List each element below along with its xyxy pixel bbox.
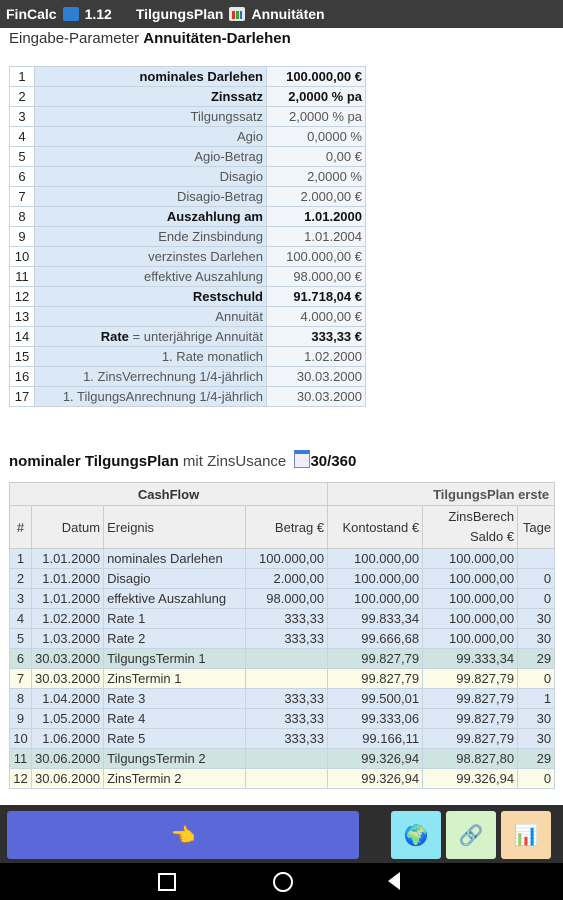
param-label: Zinssatz — [35, 87, 267, 107]
row-kontostand: 99.166,11 — [328, 729, 423, 749]
param-label: Agio — [35, 127, 267, 147]
app-version: 1.12 — [84, 6, 112, 22]
param-row[interactable] — [10, 267, 366, 287]
row-kontostand: 100.000,00 — [328, 569, 423, 589]
row-kontostand: 99.666,68 — [328, 629, 423, 649]
param-row[interactable] — [10, 327, 366, 347]
col-kontostand[interactable]: Kontostand € — [328, 506, 423, 549]
row-kontostand: 99.827,79 — [328, 649, 423, 669]
row-ereignis: effektive Auszahlung — [104, 589, 246, 609]
param-value: 30.03.2000 — [267, 387, 366, 407]
param-value: 2,0000 % pa — [267, 87, 366, 107]
row-saldo: 100.000,00 — [423, 569, 518, 589]
tilgungsplan-table — [9, 482, 555, 789]
row-ereignis: Rate 4 — [104, 709, 246, 729]
row-ereignis: Rate 1 — [104, 609, 246, 629]
param-row[interactable] — [10, 107, 366, 127]
row-saldo: 100.000,00 — [423, 549, 518, 569]
pointing-hand-icon: 👈 — [170, 824, 196, 847]
row-ereignis: ZinsTermin 1 — [104, 669, 246, 689]
group-cashflow: CashFlow — [10, 483, 328, 506]
row-datum: 30.03.2000 — [32, 669, 104, 689]
param-index: 10 — [10, 247, 35, 267]
back-button[interactable] — [388, 872, 400, 890]
page-subtitle — [9, 30, 291, 47]
row-datum: 1.05.2000 — [32, 709, 104, 729]
param-value: 333,33 € — [267, 327, 366, 347]
table-row[interactable] — [10, 689, 555, 709]
row-ereignis: TilgungsTermin 1 — [104, 649, 246, 669]
row-datum: 1.01.2000 — [32, 589, 104, 609]
col-tage[interactable]: Tage — [518, 506, 555, 549]
row-index: 6 — [10, 649, 32, 669]
globe-icon: 🌍 — [403, 824, 429, 847]
param-value: 0,00 € — [267, 147, 366, 167]
row-index: 7 — [10, 669, 32, 689]
chart-icon — [229, 7, 245, 21]
plan-heading-text: mit ZinsUsance — [178, 453, 291, 470]
row-ereignis: TilgungsTermin 2 — [104, 749, 246, 769]
plan-label: TilgungsPlan — [135, 6, 224, 22]
subtitle-prefix: Eingabe-Parameter — [9, 30, 140, 47]
table-row[interactable] — [10, 549, 555, 569]
param-index: 13 — [10, 307, 35, 327]
plan-heading — [9, 450, 356, 470]
bottom-action-bar — [0, 805, 563, 863]
param-label — [35, 327, 267, 347]
param-row[interactable] — [10, 167, 366, 187]
col-zinsberech-line2: Saldo € — [469, 529, 515, 544]
plan-heading-bold: nominaler TilgungsPlan — [9, 453, 179, 470]
row-betrag — [246, 749, 328, 769]
row-kontostand: 99.326,94 — [328, 769, 423, 789]
row-ereignis: nominales Darlehen — [104, 549, 246, 569]
param-value: 2,0000 % — [267, 167, 366, 187]
row-betrag: 98.000,00 — [246, 589, 328, 609]
param-index: 7 — [10, 187, 35, 207]
row-datum: 1.03.2000 — [32, 629, 104, 649]
col-zinsberech-line1: ZinsBerech — [448, 509, 515, 524]
row-saldo: 98.827,80 — [423, 749, 518, 769]
app-name: FinCalc — [6, 6, 57, 22]
col-number[interactable]: # — [10, 506, 32, 549]
param-label: 1. TilgungsAnrechnung 1/4-jährlich — [35, 387, 267, 407]
row-saldo: 99.827,79 — [423, 709, 518, 729]
param-value: 2.000,00 € — [267, 187, 366, 207]
param-index: 15 — [10, 347, 35, 367]
row-betrag: 333,33 — [246, 689, 328, 709]
param-value: 100.000,00 € — [267, 67, 366, 87]
link-icon: 🔗 — [458, 824, 484, 847]
param-index: 1 — [10, 67, 35, 87]
table-row[interactable] — [10, 729, 555, 749]
row-saldo: 99.333,34 — [423, 649, 518, 669]
param-row[interactable] — [10, 287, 366, 307]
subtitle-bold: Annuitäten-Darlehen — [143, 30, 291, 47]
row-tage — [518, 549, 555, 569]
row-tage: 0 — [518, 589, 555, 609]
link-button[interactable] — [446, 811, 496, 859]
group-tilgungsplan: TilgungsPlan erste — [328, 483, 555, 506]
row-saldo: 100.000,00 — [423, 589, 518, 609]
param-label: Tilgungssatz — [35, 107, 267, 127]
row-datum: 30.06.2000 — [32, 749, 104, 769]
table-row[interactable] — [10, 569, 555, 589]
mode-label: Annuitäten — [251, 6, 325, 22]
param-label: Disagio-Betrag — [35, 187, 267, 207]
param-value: 1.02.2000 — [267, 347, 366, 367]
param-row[interactable] — [10, 67, 366, 87]
param-index: 9 — [10, 227, 35, 247]
row-index: 5 — [10, 629, 32, 649]
row-tage: 1 — [518, 689, 555, 709]
row-datum: 1.01.2000 — [32, 549, 104, 569]
param-row[interactable] — [10, 87, 366, 107]
col-zinsberech-saldo[interactable] — [423, 506, 518, 549]
row-saldo: 100.000,00 — [423, 629, 518, 649]
recents-button[interactable] — [158, 873, 176, 891]
calendar-icon — [294, 450, 310, 468]
param-index: 8 — [10, 207, 35, 227]
param-label: verzinstes Darlehen — [35, 247, 267, 267]
param-label: Agio-Betrag — [35, 147, 267, 167]
row-tage: 30 — [518, 629, 555, 649]
row-tage: 0 — [518, 769, 555, 789]
param-index: 11 — [10, 267, 35, 287]
table-row[interactable] — [10, 749, 555, 769]
row-datum: 30.06.2000 — [32, 769, 104, 789]
parameter-table — [9, 66, 366, 407]
param-index: 5 — [10, 147, 35, 167]
globe-button[interactable] — [391, 811, 441, 859]
row-saldo: 99.827,79 — [423, 729, 518, 749]
param-index: 12 — [10, 287, 35, 307]
back-pointer-button[interactable] — [7, 811, 359, 859]
param-value: 100.000,00 € — [267, 247, 366, 267]
row-ereignis: Disagio — [104, 569, 246, 589]
app-title-bar — [0, 0, 563, 28]
param-index: 17 — [10, 387, 35, 407]
param-label: Restschuld — [35, 287, 267, 307]
table-row[interactable] — [10, 589, 555, 609]
row-datum: 1.02.2000 — [32, 609, 104, 629]
param-value: 1.01.2000 — [267, 207, 366, 227]
param-index: 16 — [10, 367, 35, 387]
row-betrag — [246, 769, 328, 789]
row-kontostand: 99.500,01 — [328, 689, 423, 709]
param-value: 0,0000 % — [267, 127, 366, 147]
param-row[interactable] — [10, 207, 366, 227]
param-row[interactable] — [10, 367, 366, 387]
row-betrag: 333,33 — [246, 609, 328, 629]
row-datum: 1.06.2000 — [32, 729, 104, 749]
param-label: 1. Rate monatlich — [35, 347, 267, 367]
param-index: 14 — [10, 327, 35, 347]
bar-chart-icon: 📊 — [513, 824, 539, 847]
param-index: 3 — [10, 107, 35, 127]
row-index: 8 — [10, 689, 32, 709]
param-row[interactable] — [10, 347, 366, 367]
row-index: 11 — [10, 749, 32, 769]
param-value: 91.718,04 € — [267, 287, 366, 307]
row-ereignis: Rate 2 — [104, 629, 246, 649]
param-row[interactable] — [10, 387, 366, 407]
row-betrag: 333,33 — [246, 709, 328, 729]
param-row[interactable] — [10, 187, 366, 207]
table-row[interactable] — [10, 769, 555, 789]
table-row[interactable] — [10, 609, 555, 629]
row-index: 12 — [10, 769, 32, 789]
param-label: Auszahlung am — [35, 207, 267, 227]
param-index: 4 — [10, 127, 35, 147]
row-saldo: 100.000,00 — [423, 609, 518, 629]
row-datum: 30.03.2000 — [32, 649, 104, 669]
row-kontostand: 99.833,34 — [328, 609, 423, 629]
param-label-bold: Rate — [100, 329, 129, 344]
row-saldo: 99.827,79 — [423, 669, 518, 689]
zins-usance: 30/360 — [310, 453, 357, 470]
table-row[interactable] — [10, 629, 555, 649]
row-betrag: 333,33 — [246, 629, 328, 649]
param-index: 6 — [10, 167, 35, 187]
param-value: 30.03.2000 — [267, 367, 366, 387]
row-tage: 30 — [518, 709, 555, 729]
param-value: 98.000,00 € — [267, 267, 366, 287]
row-tage: 29 — [518, 749, 555, 769]
row-ereignis: Rate 3 — [104, 689, 246, 709]
row-index: 4 — [10, 609, 32, 629]
money-icon — [63, 7, 79, 21]
row-kontostand: 100.000,00 — [328, 549, 423, 569]
row-datum: 1.01.2000 — [32, 569, 104, 589]
row-index: 10 — [10, 729, 32, 749]
row-tage: 0 — [518, 569, 555, 589]
row-betrag: 100.000,00 — [246, 549, 328, 569]
param-label: nominales Darlehen — [35, 67, 267, 87]
param-row[interactable] — [10, 227, 366, 247]
row-tage: 0 — [518, 669, 555, 689]
param-label: 1. ZinsVerrechnung 1/4-jährlich — [35, 367, 267, 387]
row-tage: 30 — [518, 609, 555, 629]
row-saldo: 99.827,79 — [423, 689, 518, 709]
col-ereignis[interactable]: Ereignis — [104, 506, 246, 549]
table-row[interactable] — [10, 669, 555, 689]
row-ereignis: ZinsTermin 2 — [104, 769, 246, 789]
param-row[interactable] — [10, 147, 366, 167]
row-ereignis: Rate 5 — [104, 729, 246, 749]
row-kontostand: 99.827,79 — [328, 669, 423, 689]
table-row[interactable] — [10, 709, 555, 729]
table-row[interactable] — [10, 649, 555, 669]
param-label: Annuität — [35, 307, 267, 327]
row-betrag: 2.000,00 — [246, 569, 328, 589]
col-betrag[interactable]: Betrag € — [246, 506, 328, 549]
param-value: 1.01.2004 — [267, 227, 366, 247]
row-kontostand: 99.326,94 — [328, 749, 423, 769]
row-index: 1 — [10, 549, 32, 569]
row-index: 2 — [10, 569, 32, 589]
row-tage: 30 — [518, 729, 555, 749]
row-index: 9 — [10, 709, 32, 729]
row-betrag: 333,33 — [246, 729, 328, 749]
param-label: effektive Auszahlung — [35, 267, 267, 287]
param-value: 4.000,00 € — [267, 307, 366, 327]
row-kontostand: 99.333,06 — [328, 709, 423, 729]
param-row[interactable] — [10, 307, 366, 327]
param-label-rest: = unterjährige Annuität — [128, 329, 263, 344]
param-row[interactable] — [10, 127, 366, 147]
param-label: Disagio — [35, 167, 267, 187]
home-button[interactable] — [273, 872, 293, 892]
param-label: Ende Zinsbindung — [35, 227, 267, 247]
param-row[interactable] — [10, 247, 366, 267]
row-index: 3 — [10, 589, 32, 609]
param-index: 2 — [10, 87, 35, 107]
system-nav-bar — [0, 863, 563, 900]
chart-button[interactable] — [501, 811, 551, 859]
row-tage: 29 — [518, 649, 555, 669]
col-datum[interactable]: Datum — [32, 506, 104, 549]
row-saldo: 99.326,94 — [423, 769, 518, 789]
param-value: 2,0000 % pa — [267, 107, 366, 127]
row-betrag — [246, 649, 328, 669]
row-kontostand: 100.000,00 — [328, 589, 423, 609]
row-datum: 1.04.2000 — [32, 689, 104, 709]
row-betrag — [246, 669, 328, 689]
